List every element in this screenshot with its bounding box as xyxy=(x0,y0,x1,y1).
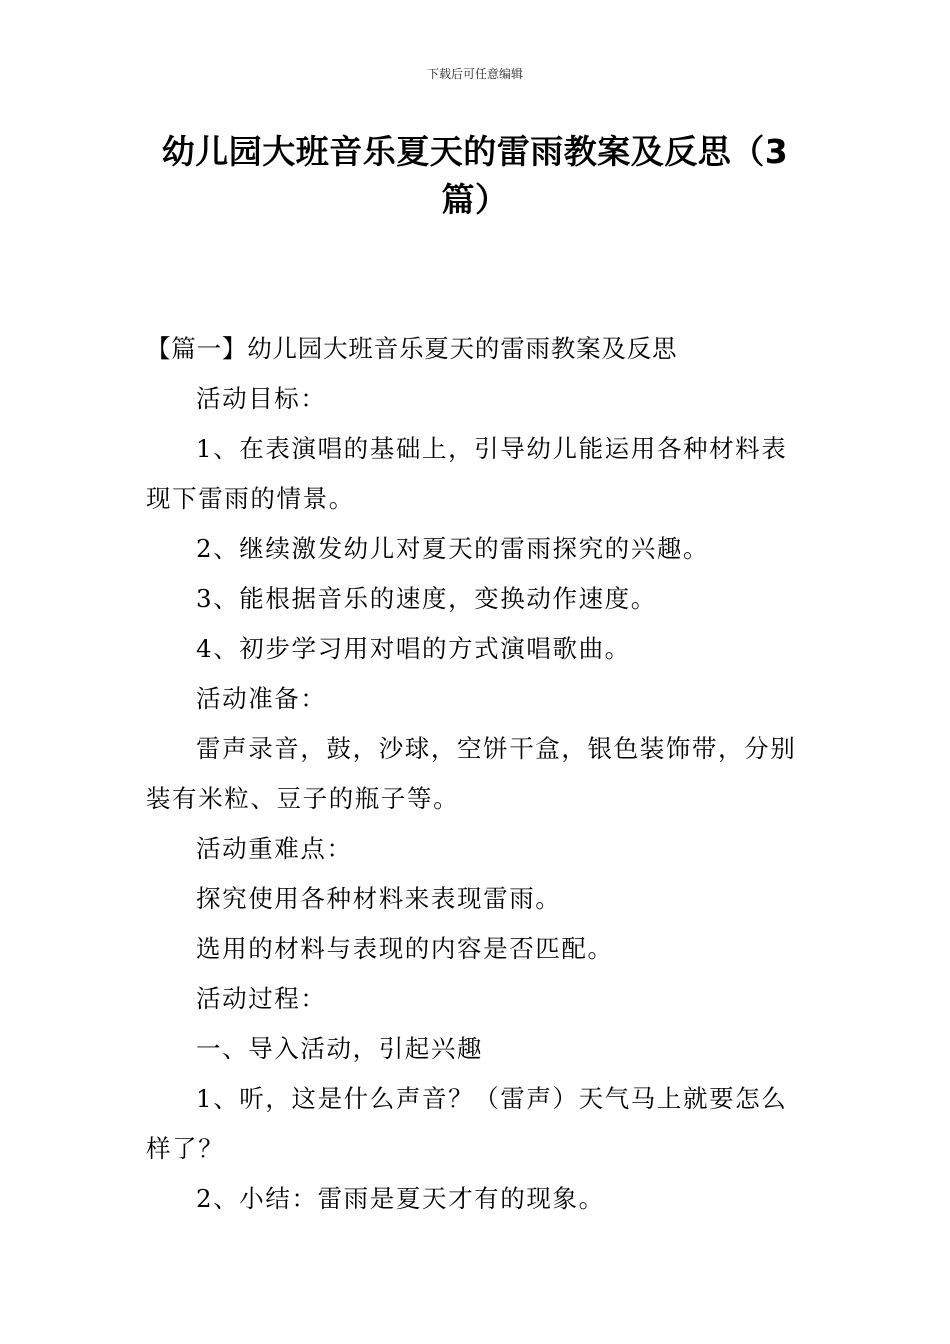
key-point-1: 探究使用各种材料来表现雷雨。 xyxy=(196,884,562,913)
goal-item-2: 2、继续激发幼儿对夏天的雷雨探究的兴趣。 xyxy=(196,534,710,563)
header-note: 下载后可任意编辑 xyxy=(426,67,523,81)
key-point-2: 选用的材料与表现的内容是否匹配。 xyxy=(196,934,614,963)
goal-item-4: 4、初步学习用对唱的方式演唱歌曲。 xyxy=(196,634,631,663)
goal-item-3: 3、能根据音乐的速度，变换动作速度。 xyxy=(196,584,657,613)
document-title: 幼儿园大班音乐夏天的雷雨教案及反思（3篇） xyxy=(161,132,789,219)
goal-item-1: 1、在表演唱的基础上，引导幼儿能运用各种材料表现下雷雨的情景。 xyxy=(146,434,788,513)
subheading-activity-process: 活动过程： xyxy=(196,984,327,1013)
process-item-1: 1、听，这是什么声音？（雷声）天气马上就要怎么样了？ xyxy=(146,1084,788,1163)
subheading-activity-goals: 活动目标： xyxy=(196,384,327,413)
document-body xyxy=(146,324,808,1224)
section-heading: 【篇一】幼儿园大班音乐夏天的雷雨教案及反思 xyxy=(146,334,678,363)
process-item-2: 2、小结：雷雨是夏天才有的现象。 xyxy=(196,1184,605,1213)
subheading-activity-preparation: 活动准备： xyxy=(196,684,327,713)
preparation-text: 雷声录音，鼓，沙球，空饼干盒，银色装饰带，分别装有米粒、豆子的瓶子等。 xyxy=(146,734,797,813)
subheading-key-points: 活动重难点： xyxy=(196,834,353,863)
process-step-heading: 一、导入活动，引起兴趣 xyxy=(196,1034,484,1063)
